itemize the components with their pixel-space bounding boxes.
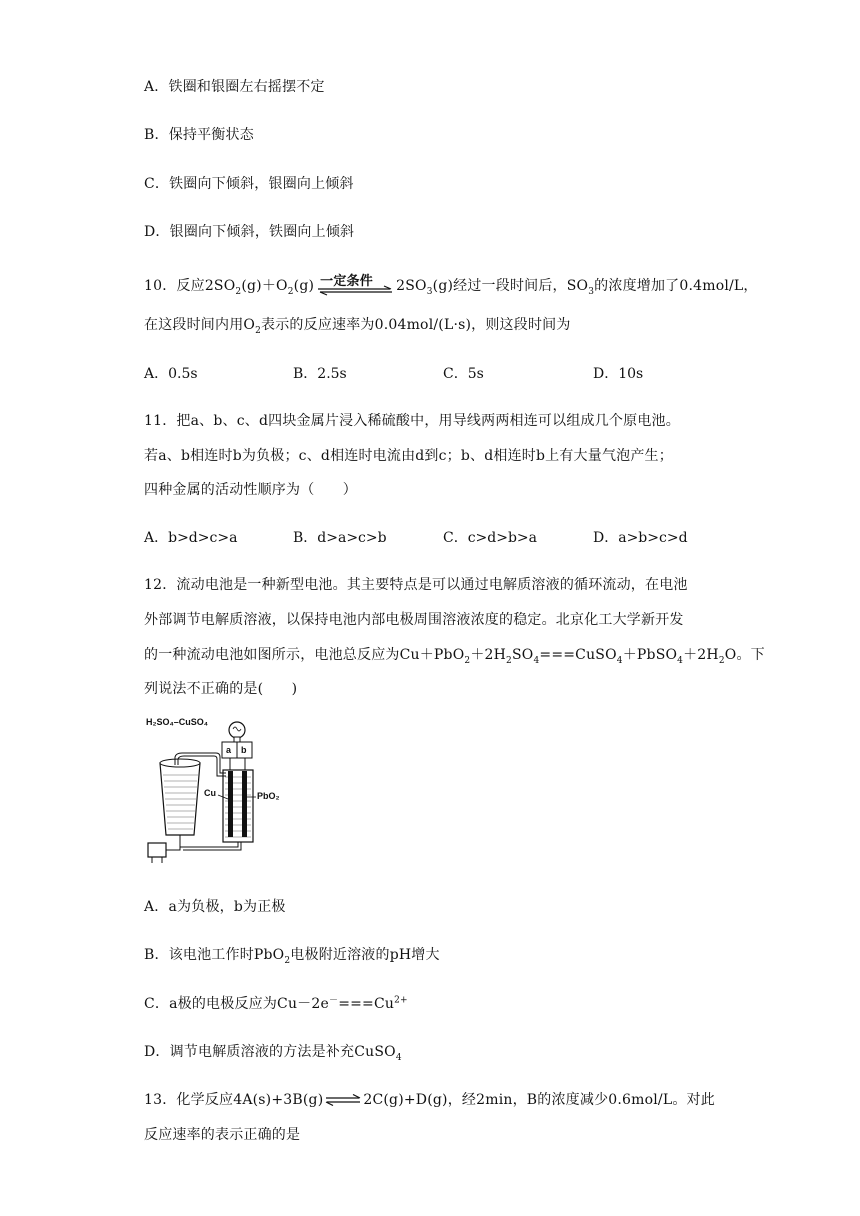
q12-option-b: B．该电池工作时PbO$_2$电极附近溶液的pH增大 <box>144 947 440 966</box>
q11-option-b: B．d>a>c>b <box>293 530 387 546</box>
q13-stem-line2: 反应速率的表示正确的是 <box>144 1127 301 1143</box>
q11-option-d: D．a>b>c>d <box>593 530 688 546</box>
q11-stem-line1: 11．把a、b、c、d四块金属片浸入稀硫酸中，用导线两两相连可以组成几个原电池。 <box>144 413 680 429</box>
lightbulb-icon <box>229 722 245 738</box>
q9-option-b: B．保持平衡状态 <box>144 127 254 143</box>
q13-stem-line1: 13．化学反应4A(s)+3B(g) 2C(g)+D(g)，经2min，B的浓度减少0.6mol/L。对此 <box>144 1092 715 1108</box>
pbo2-electrode-label: PbO₂ <box>257 791 280 801</box>
q12-stem-line1: 12．流动电池是一种新型电池。其主要特点是可以通过电解质溶液的循环流动，在电池 <box>144 577 688 593</box>
q10-stem-line1: 10．反应$2SO_2(g)+O_2(g)$ 一定条件 $2SO_3(g)$经过一段时间后，$SO_3$的浓度增加了0.4mol/L， <box>144 274 758 297</box>
q11-stem-line2: 若a、b相连时b为负极；c、d相连时电流由d到c；b、d相连时b上有大量气泡产生； <box>144 448 673 464</box>
q10-option-a: A．0.5s <box>144 366 198 382</box>
q10-stem-line2: 在这段时间内用$O_2$表示的反应速率为0.04mol/(L·s)，则这段时间为 <box>144 317 571 336</box>
reaction-condition-arrow: 一定条件 <box>316 276 394 296</box>
q12-option-d: D．调节电解质溶液的方法是补充CuSO$_4$ <box>144 1044 402 1063</box>
q12-stem-line3: 的一种流动电池如图所示，电池总反应为$Cu+PbO_2+2H_2SO_4===CuSO_4+PbSO_4+2H_2O$。下 <box>144 647 765 666</box>
q9-option-a: A．铁圈和银圈左右摇摆不定 <box>144 79 325 95</box>
q12-option-a: A．a为负极，b为正极 <box>144 899 286 915</box>
q9-option-d: D．银圈向下倾斜，铁圈向上倾斜 <box>144 224 355 240</box>
q11-option-a: A．b>d>c>a <box>144 530 238 546</box>
q10-option-c: C．5s <box>443 366 484 382</box>
q12-option-c: C．a极的电极反应为$Cu-2e^-===Cu^{2+}$ <box>144 995 408 1012</box>
q10-option-d: D．10s <box>593 366 644 382</box>
q11-option-c: C．c>d>b>a <box>443 530 538 546</box>
equilibrium-arrow-icon <box>325 1094 361 1106</box>
terminal-b-label: b <box>241 745 247 755</box>
flow-battery-diagram <box>140 715 290 875</box>
q12-stem-line4: 列说法不正确的是( ) <box>144 681 298 697</box>
q10-option-b: B．2.5s <box>293 366 347 382</box>
q9-option-c: C．铁圈向下倾斜，银圈向上倾斜 <box>144 176 354 192</box>
pump-icon <box>148 843 166 857</box>
q12-stem-line2: 外部调节电解质溶液，以保持电池内部电极周围溶液浓度的稳定。北京化工大学新开发 <box>144 612 684 628</box>
terminal-a-label: a <box>226 745 232 755</box>
solution-label: H₂SO₄–CuSO₄ <box>146 717 209 727</box>
cu-electrode-label: Cu <box>204 788 216 798</box>
q11-stem-line3: 四种金属的活动性顺序为（ ） <box>144 482 357 498</box>
